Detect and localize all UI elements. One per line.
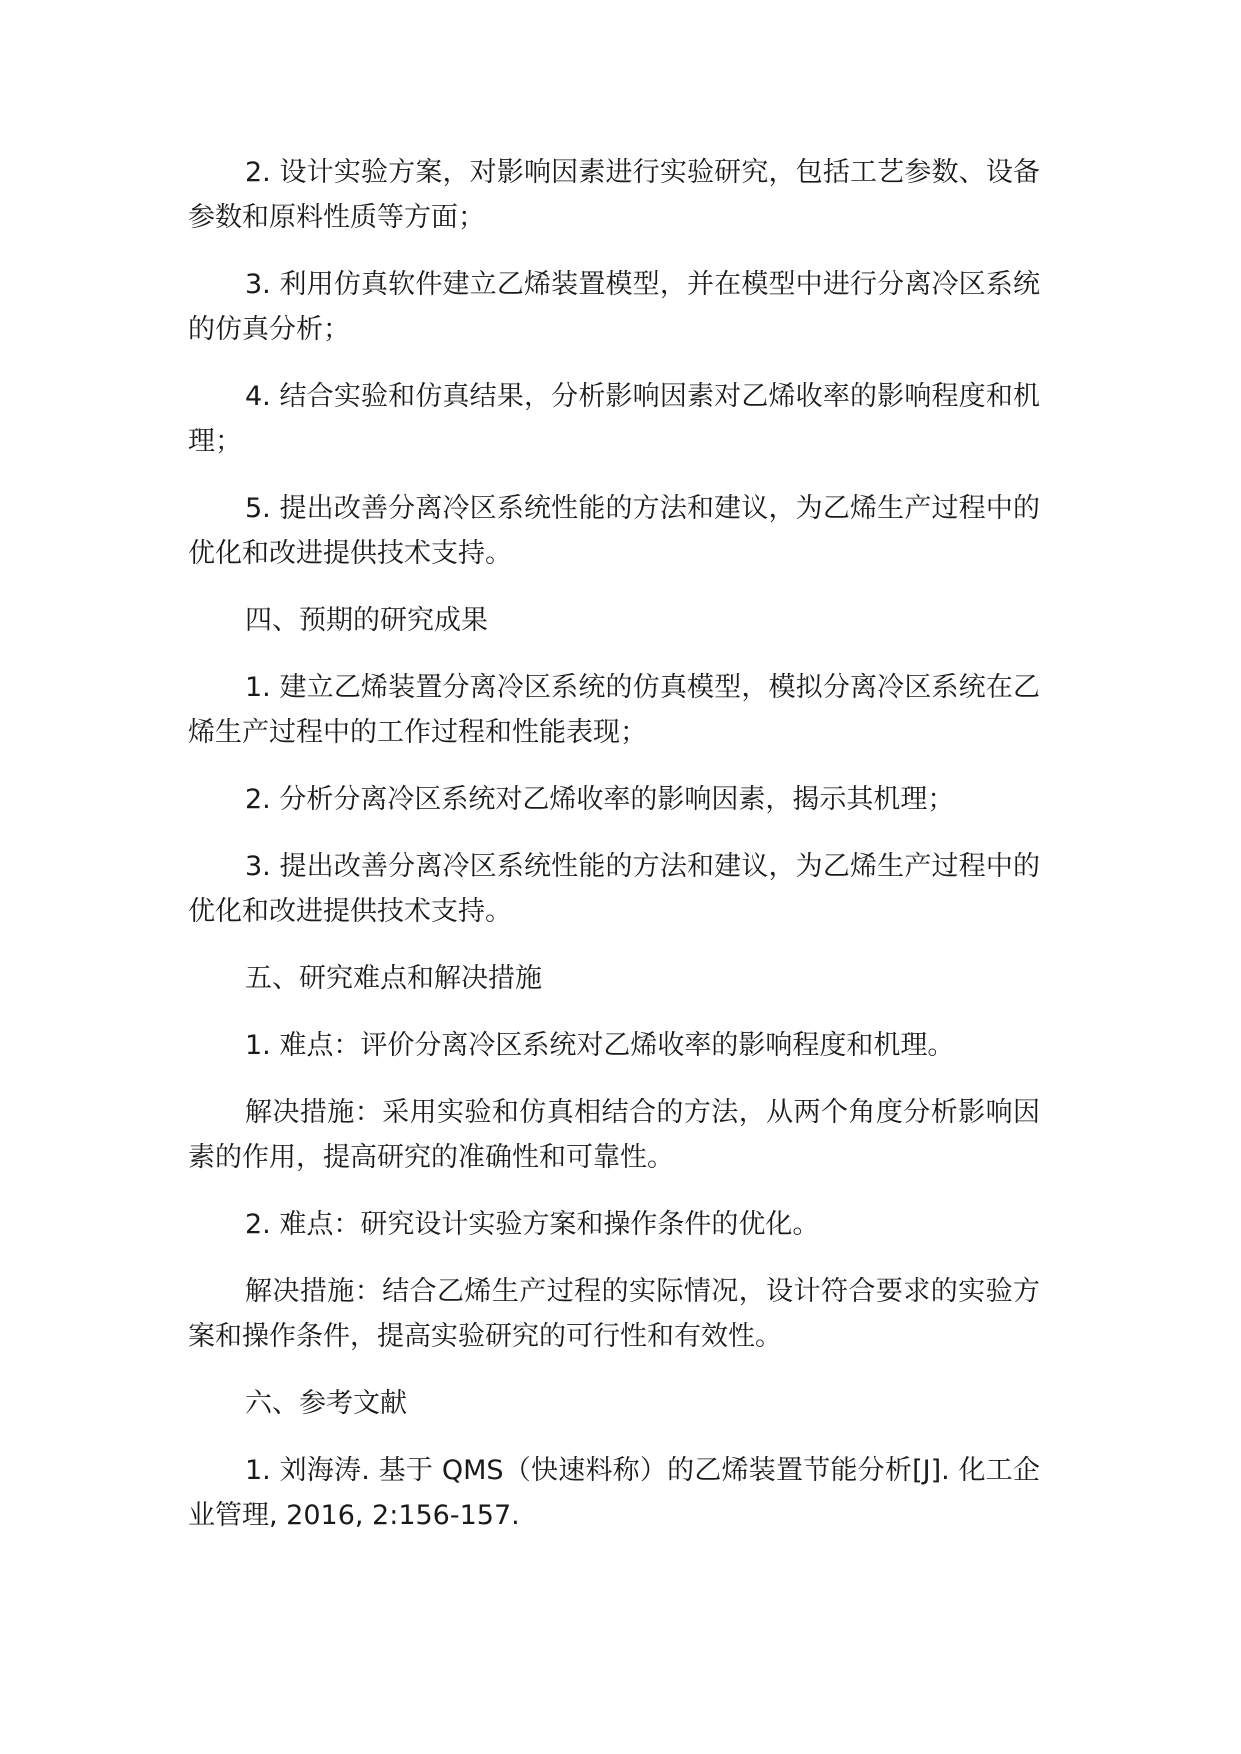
section-heading-difficulties: 五、研究难点和解决措施 bbox=[245, 963, 542, 994]
section-heading-references: 六、参考文献 bbox=[245, 1388, 407, 1419]
paragraph-step-4: 4. 结合实验和仿真结果，分析影响因素对乙烯收率的影响程度和机理； bbox=[188, 381, 1040, 457]
paragraph-step-2: 2. 设计实验方案，对影响因素进行实验研究，包括工艺参数、设备参数和原料性质等方面； bbox=[188, 157, 1040, 233]
paragraph-solution-1: 解决措施：采用实验和仿真相结合的方法，从两个角度分析影响因素的作用，提高研究的准确性和可靠性。 bbox=[188, 1097, 1040, 1173]
paragraph-solution-2: 解决措施：结合乙烯生产过程的实际情况，设计符合要求的实验方案和操作条件，提高实验研究的可行性和有效性。 bbox=[188, 1276, 1040, 1352]
reference-item-1: 1. 刘海涛. 基于 QMS（快速料称）的乙烯装置节能分析[J]. 化工企业管理, 2016, 2:156-157. bbox=[188, 1455, 1040, 1531]
document-body bbox=[188, 150, 1040, 1560]
paragraph-result-3: 3. 提出改善分离冷区系统性能的方法和建议，为乙烯生产过程中的优化和改进提供技术支持。 bbox=[188, 851, 1040, 927]
paragraph-difficulty-2: 2. 难点：研究设计实验方案和操作条件的优化。 bbox=[245, 1209, 820, 1240]
paragraph-step-3: 3. 利用仿真软件建立乙烯装置模型，并在模型中进行分离冷区系统的仿真分析； bbox=[188, 269, 1040, 345]
section-heading-expected-results: 四、预期的研究成果 bbox=[245, 605, 488, 636]
paragraph-difficulty-1: 1. 难点：评价分离冷区系统对乙烯收率的影响程度和机理。 bbox=[245, 1030, 955, 1061]
paragraph-result-1: 1. 建立乙烯装置分离冷区系统的仿真模型，模拟分离冷区系统在乙烯生产过程中的工作过程和性能表现； bbox=[188, 672, 1040, 748]
paragraph-step-5: 5. 提出改善分离冷区系统性能的方法和建议，为乙烯生产过程中的优化和改进提供技术支持。 bbox=[188, 493, 1040, 569]
paragraph-result-2: 2. 分析分离冷区系统对乙烯收率的影响因素，揭示其机理； bbox=[245, 784, 955, 815]
